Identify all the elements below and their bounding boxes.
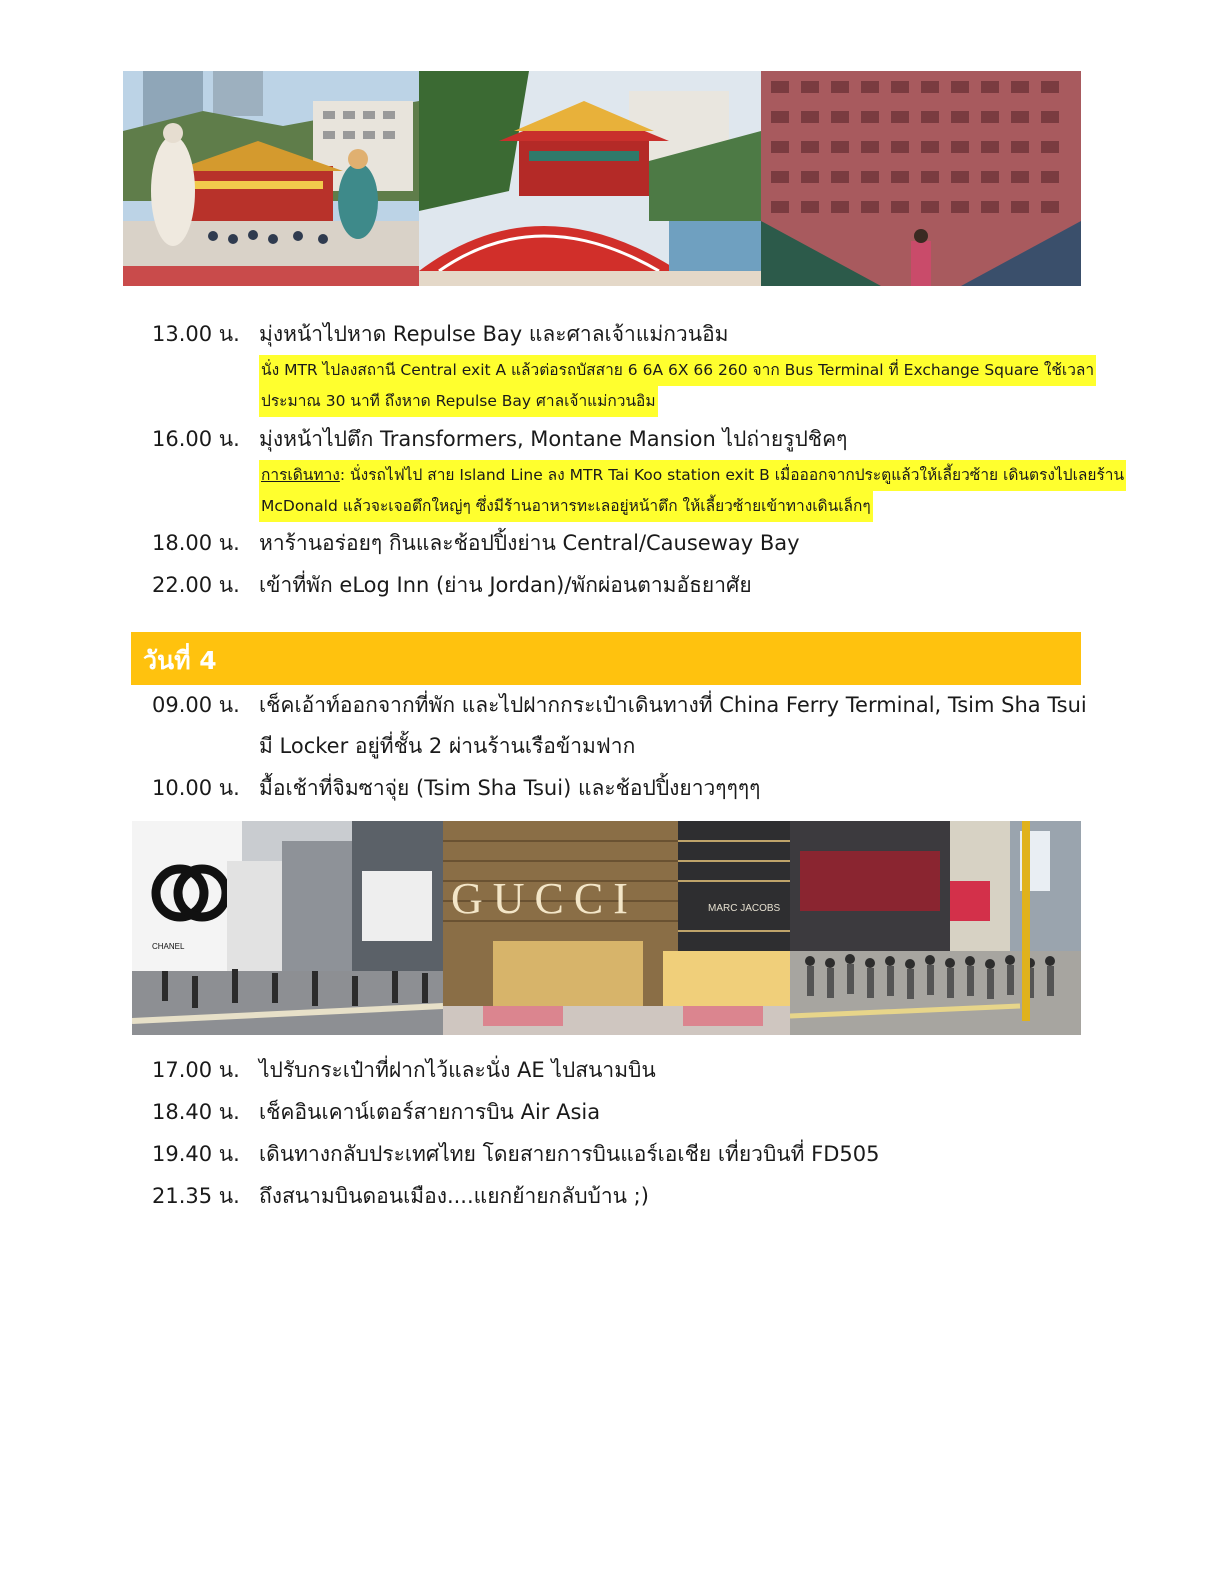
note-text: : นั่งรถไฟไป สาย Island Line ลง MTR Tai Koo station exit B เมื่อออกจากประตูแล้วให้เลี้ยวซ้าย เดินตรงไปเลยร้าน <box>339 466 1125 484</box>
photo-gucci-store <box>443 821 790 1035</box>
chanel-sign: CHANEL <box>152 942 185 951</box>
day-title: วันที่ 4 <box>143 646 217 675</box>
item-text: มี Locker อยู่ที่ชั้น 2 ผ่านร้านเรือข้ามฟาก <box>259 734 636 758</box>
shopping-photo-strip <box>132 821 1081 1035</box>
item-text: ไปรับกระเป๋าที่ฝากไว้และนั่ง AE ไปสนามบิน <box>259 1058 656 1082</box>
item-time: 17.00 น. <box>152 1058 240 1082</box>
item-text: เข้าที่พัก eLog Inn (ย่าน Jordan)/พักผ่อนตามอัธยาศัย <box>259 573 752 597</box>
item-text: เช็คเอ้าท์ออกจากที่พัก และไปฝากกระเป๋าเดินทางที่ China Ferry Terminal, Tsim Sha Tsui <box>259 693 1087 717</box>
item-time: 13.00 น. <box>152 322 240 346</box>
item-time: 18.40 น. <box>152 1100 240 1124</box>
travel-label: การเดินทาง <box>261 466 340 484</box>
item-time: 16.00 น. <box>152 427 240 451</box>
photo-busy-street <box>790 821 1081 1035</box>
photo-chanel-street <box>132 821 443 1035</box>
item-text: มุ่งหน้าไปหาด Repulse Bay และศาลเจ้าแม่กวนอิม <box>259 322 729 346</box>
item-text: ถึงสนามบินดอนเมือง....แยกย้ายกลับบ้าน ;) <box>259 1184 649 1208</box>
note-line: นั่ง MTR ไปลงสถานี Central exit A แล้วต่อรถบัสสาย 6 6A 6X 66 260 จาก Bus Terminal ที่ Exchange Square ใช้เวลา <box>259 355 1096 386</box>
item-text: เช็คอินเคาน์เตอร์สายการบิน Air Asia <box>259 1100 601 1124</box>
marc-jacobs-sign: MARC JACOBS <box>708 903 781 914</box>
note-line: ประมาณ 30 นาที ถึงหาด Repulse Bay ศาลเจ้าแม่กวนอิม <box>259 386 658 417</box>
item-time: 22.00 น. <box>152 573 240 597</box>
item-time: 21.35 น. <box>152 1184 240 1208</box>
note-line: McDonald แล้วจะเจอตึกใหญ่ๆ ซึ่งมีร้านอาหารทะเลอยู่หน้าตึก ให้เลี้ยวซ้ายเข้าทางเดินเล็กๆ <box>259 491 873 522</box>
item-text: เดินทางกลับประเทศไทย โดยสายการบินแอร์เอเชีย เที่ยวบินที่ FD505 <box>259 1142 880 1166</box>
item-text: หาร้านอร่อยๆ กินและช้อปปิ้งย่าน Central/Causeway Bay <box>259 531 800 555</box>
highlight-note-transformers <box>259 460 1126 522</box>
item-text: มื้อเช้าที่จิมซาจุ่ย (Tsim Sha Tsui) และช้อปปิ้งยาวๆๆๆๆ <box>259 776 761 800</box>
item-time: 19.40 น. <box>152 1142 240 1166</box>
photo-montane-mansion <box>761 71 1081 286</box>
item-text: มุ่งหน้าไปตึก Transformers, Montane Mansion ไปถ่ายรูปชิคๆ <box>259 427 848 451</box>
item-time: 10.00 น. <box>152 776 240 800</box>
gucci-sign: GUCCI <box>451 874 638 923</box>
photo-repulse-bay-temple <box>123 71 419 286</box>
highlight-note-repulse <box>259 355 1096 417</box>
item-time: 18.00 น. <box>152 531 240 555</box>
note-line <box>259 460 1126 491</box>
item-time: 09.00 น. <box>152 693 240 717</box>
photo-red-pavilion <box>419 71 761 286</box>
top-photo-strip <box>123 71 1081 286</box>
day-banner <box>131 632 1081 685</box>
